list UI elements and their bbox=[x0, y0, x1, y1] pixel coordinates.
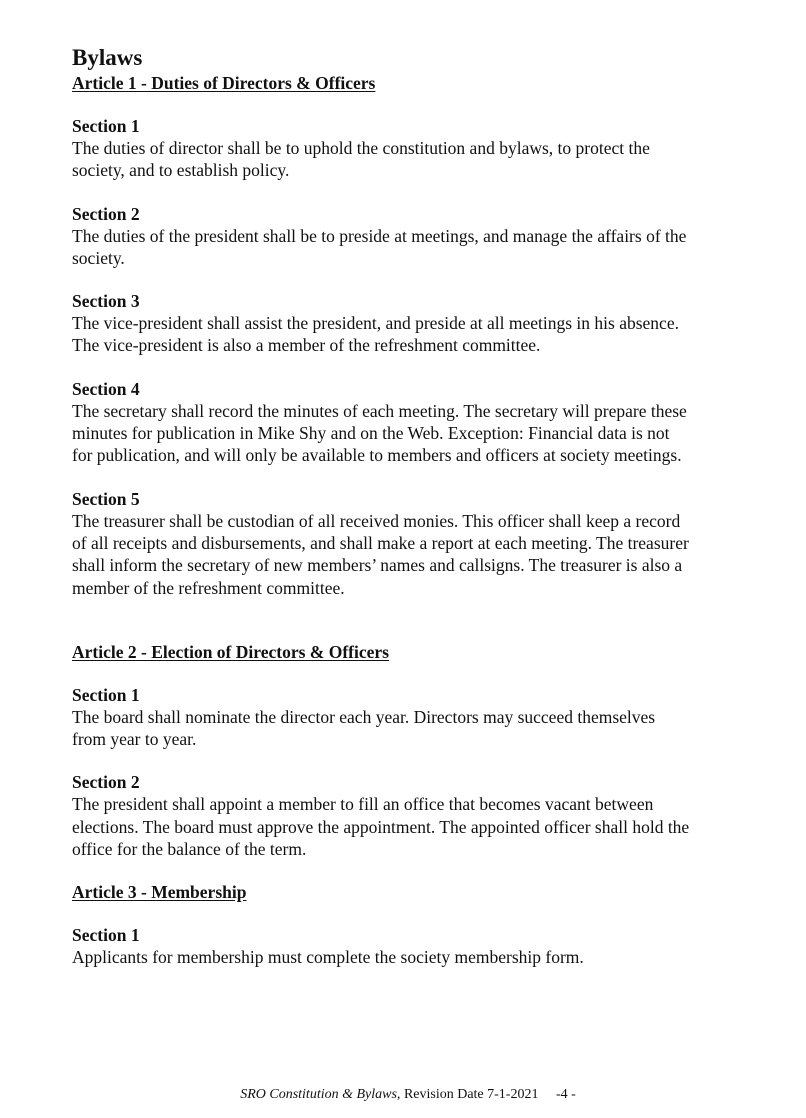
body-line: for publication, and will only be available to members and officers at society meetings. bbox=[72, 445, 682, 466]
section-body bbox=[72, 946, 762, 968]
body-line: member of the refreshment committee. bbox=[72, 577, 345, 598]
article-1-heading: Article 1 - Duties of Directors & Officers bbox=[72, 73, 376, 93]
article-1-section-5 bbox=[72, 488, 762, 599]
footer-revision-date: Revision Date 7-1-2021 bbox=[403, 1087, 539, 1102]
section-heading: Section 1 bbox=[72, 116, 140, 136]
body-line: The duties of director shall be to uphold the constitution and bylaws, to protect the bbox=[72, 138, 650, 158]
section-heading: Section 1 bbox=[72, 684, 140, 705]
article-1-section-4 bbox=[72, 378, 762, 467]
section-body bbox=[72, 510, 762, 599]
document-page bbox=[72, 44, 762, 969]
article-3-heading: Article 3 - Membership bbox=[72, 882, 247, 903]
body-line: minutes for publication in Mike Shy and on the Web. Exception: Financial data is not bbox=[72, 423, 670, 444]
body-line: The treasurer shall be custodian of all received monies. This officer shall keep a record bbox=[72, 510, 681, 531]
body-line: Applicants for membership must complete the society membership form. bbox=[72, 947, 584, 968]
section-heading: Section 5 bbox=[72, 488, 140, 509]
section-heading: Section 2 bbox=[72, 203, 140, 224]
section-body bbox=[72, 706, 762, 751]
body-line: The secretary shall record the minutes of each meeting. The secretary will prepare these bbox=[72, 400, 687, 421]
body-line: office for the balance of the term. bbox=[72, 839, 307, 860]
section-heading: Section 1 bbox=[72, 925, 140, 946]
body-line: The president shall appoint a member to fill an office that becomes vacant between bbox=[72, 794, 654, 815]
article-2-heading: Article 2 - Election of Directors & Officers bbox=[72, 641, 389, 662]
article-1-section-3 bbox=[72, 290, 762, 357]
article-2-section-2 bbox=[72, 771, 762, 860]
body-line: elections. The board must approve the appointment. The appointed officer shall hold the bbox=[72, 816, 690, 837]
body-line: of all receipts and disbursements, and shall make a report at each meeting. The treasurer bbox=[72, 532, 689, 553]
body-line: The vice-president shall assist the president, and preside at all meetings in his absence. bbox=[72, 313, 679, 334]
body-line: The board shall nominate the director each year. Directors may succeed themselves bbox=[72, 706, 656, 727]
footer-document-name: SRO Constitution & Bylaws, bbox=[240, 1087, 401, 1102]
body-line: society. bbox=[72, 247, 125, 268]
section-heading: Section 3 bbox=[72, 291, 140, 312]
article-3-section-1 bbox=[72, 924, 762, 968]
section-body bbox=[72, 793, 762, 860]
page-footer bbox=[0, 1086, 806, 1104]
section-heading: Section 2 bbox=[72, 772, 140, 793]
body-line: society, and to establish policy. bbox=[72, 160, 290, 181]
article-2-section-1 bbox=[72, 684, 762, 751]
body-line: The vice-president is also a member of the refreshment committee. bbox=[72, 335, 541, 356]
section-heading: Section 4 bbox=[72, 378, 140, 399]
article-1-section-2 bbox=[72, 203, 762, 270]
section-body bbox=[72, 312, 762, 357]
body-line: from year to year. bbox=[72, 729, 197, 750]
section-body bbox=[72, 400, 762, 467]
body-line: shall inform the secretary of new members’ names and callsigns. The treasurer is also a bbox=[72, 555, 683, 576]
document-title: Bylaws bbox=[72, 45, 143, 70]
section-body bbox=[72, 225, 762, 270]
footer-page-number: -4 - bbox=[555, 1087, 576, 1102]
article-1-section-1 bbox=[72, 115, 762, 182]
body-line: The duties of the president shall be to preside at meetings, and manage the affairs of the bbox=[72, 225, 687, 246]
section-body bbox=[72, 137, 762, 182]
